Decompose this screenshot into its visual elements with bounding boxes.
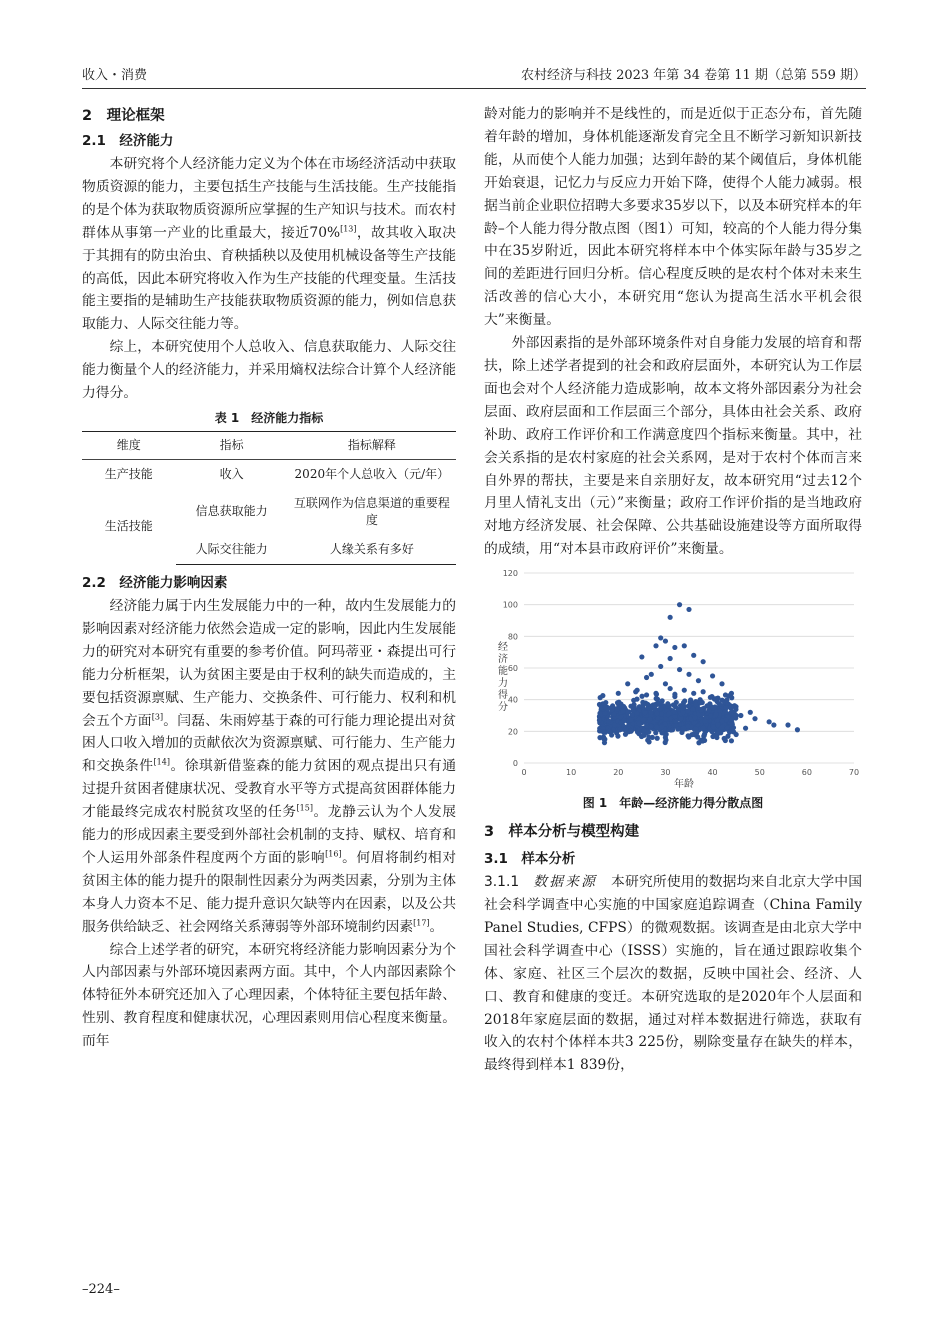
scatter-point <box>665 701 670 706</box>
scatter-point <box>643 710 648 715</box>
x-tick-label: 10 <box>566 768 577 778</box>
scatter-point <box>663 639 668 644</box>
y-tick-label: 100 <box>502 600 518 610</box>
scatter-point <box>615 706 620 711</box>
scatter-point <box>738 713 743 718</box>
scatter-point <box>686 607 691 612</box>
scatter-point <box>729 738 734 743</box>
citation-16[interactable]: [16] <box>325 849 342 859</box>
scatter-point <box>701 726 706 731</box>
paragraph-2-1-a <box>82 153 456 336</box>
scatter-point <box>658 664 663 669</box>
scatter-point <box>649 672 654 677</box>
scatter-point <box>677 667 682 672</box>
scatter-point <box>649 724 654 729</box>
scatter-point <box>681 726 686 731</box>
scatter-point <box>710 673 715 678</box>
scatter-point <box>677 602 682 607</box>
figure-1-caption: 图 1 年龄—经济能力得分散点图 <box>582 796 764 811</box>
scatter-point <box>620 709 625 714</box>
scatter-point <box>668 656 673 661</box>
scatter-point <box>615 700 620 705</box>
scatter-point <box>597 718 602 723</box>
scatter-point <box>619 720 624 725</box>
scatter-point <box>714 735 719 740</box>
scatter-point <box>658 706 663 711</box>
citation-17[interactable]: [17] <box>413 918 430 928</box>
scatter-point <box>719 681 724 686</box>
text-run: 。徐琪新借鉴森的能力贫困的观点提出只有通过提升贫困者健康状况、受教育水平等方式提高贫困群体能力才能最终完成农村脱贫攻坚的任务 <box>82 758 456 821</box>
text-run: 。何眉将制约相对贫困主体的能力提升的限制性因素分为两类因素，分别为主体本身人力资本不足、能力提升意识欠缺等内在因素，以及公共服务供给缺乏、社会网络关系薄弱等外部环境制约因素 <box>82 849 457 935</box>
scatter-point <box>664 732 669 737</box>
paragraph-2-1-b: 综上，本研究使用个人总收入、信息获取能力、人际交往能力衡量个人的经济能力，并采用熵权法综合计算个人经济能力得分。 <box>82 339 456 402</box>
scatter-point <box>655 715 660 720</box>
scatter-point <box>708 695 713 700</box>
scatter-point <box>617 727 622 732</box>
x-tick-label: 50 <box>754 768 765 778</box>
scatter-point <box>606 718 611 723</box>
x-tick-label: 40 <box>707 768 718 778</box>
scatter-point <box>724 705 729 710</box>
scatter-point <box>715 722 720 727</box>
scatter-point <box>771 723 776 728</box>
scatter-point <box>698 700 703 705</box>
scatter-point <box>716 701 721 706</box>
scatter-point <box>663 717 668 722</box>
scatter-point <box>673 714 678 719</box>
citation-13[interactable]: [13] <box>340 224 357 234</box>
scatter-point <box>639 654 644 659</box>
scatter-point <box>743 726 748 731</box>
scatter-point <box>696 678 701 683</box>
scatter-point <box>696 740 701 745</box>
scatter-point <box>668 615 673 620</box>
scatter-point <box>672 645 677 650</box>
y-tick-label: 40 <box>507 695 518 705</box>
scatter-point <box>611 712 616 717</box>
scatter-point <box>630 712 635 717</box>
scatter-point <box>682 643 687 648</box>
scatter-point <box>653 643 658 648</box>
table-cell: 生活技能 <box>104 519 153 534</box>
scatter-point <box>654 696 659 701</box>
scatter-point <box>690 707 695 712</box>
scatter-point <box>648 710 653 715</box>
scatter-point <box>706 708 711 713</box>
table-header-row <box>82 431 456 459</box>
scatter-point <box>686 672 691 677</box>
scatter-point <box>733 713 738 718</box>
x-axis-ticks <box>521 768 859 777</box>
scatter-point <box>603 705 608 710</box>
scatter-point <box>603 711 608 716</box>
scatter-point <box>659 724 664 729</box>
y-axis-label-char: 能 <box>498 666 508 678</box>
page-number: –224– <box>82 1282 120 1297</box>
scatter-point <box>711 725 716 730</box>
scatter-point <box>654 725 659 730</box>
scatter-point <box>603 700 608 705</box>
scatter-point <box>703 719 708 724</box>
section-2-2-title: 2.2 经济能力影响因素 <box>82 574 228 591</box>
paragraph-2-2-b-cont: 龄对能力的影响并不是线性的，而是近似于正态分布，首先随着年龄的增加，身体机能逐渐发育完全且不断学习新知识新技能，从而使个人能力加强；达到年龄的某个阈值后，身体机能开始衰退，记忆力与反应力开始下降，使得个人能力减弱。根据当前企业职位招聘大多要求35岁以下，以及本研究样本的年龄–个人能力得分散点图（图1）可知，较高的个人能力得分集中在35岁附近，因此本研究将样本中个体实际年龄与35岁之间的差距进行回归分析。信心程度反映的是农村个体对未来生活改善的信心大小，本研究用“您认为提高生活水平机会很大”来衡量。 <box>484 106 862 329</box>
scatter-point <box>734 732 739 737</box>
text-run: 本研究将个人经济能力定义为个体在市场经济活动中获取物质资源的能力，主要包括生产技能与生活技能。生产技能指的是个体为获取物质资源所应掌握的生产知识与技术。而农村群体从事第一产业的比重最大，接近70% <box>82 156 456 241</box>
y-axis-label-char: 分 <box>498 702 508 714</box>
scatter-point <box>606 729 611 734</box>
table-cell: 收入 <box>219 466 244 481</box>
table-header-cell: 维度 <box>82 431 176 459</box>
scatter-point <box>635 688 640 693</box>
scatter-point <box>600 693 605 698</box>
scatter-point <box>686 704 691 709</box>
scatter-point <box>645 702 650 707</box>
running-header-left: 收入・消费 <box>82 68 148 83</box>
chart-data-points <box>597 602 800 745</box>
scatter-point <box>631 707 636 712</box>
table-header-cell: 指标解释 <box>288 431 456 459</box>
scatter-point <box>702 733 707 738</box>
y-axis-label <box>498 641 508 713</box>
header-rule <box>82 88 866 89</box>
scatter-point <box>685 709 690 714</box>
scatter-point <box>621 704 626 709</box>
text-run: 本研究所使用的数据均来自北京大学中国社会科学调查中心实施的中国家庭追踪调查（China Family Panel Studies, CFPS）的微观数据。该调查是由北京大学中国社会科学调查中心（ISSS）实施的，旨在通过跟踪收集个体、家庭、社区三个层次的数据，反映中国社会、经济、人口、教育和健康的变迁。本研究选取的是2020年个人层面和2018年家庭层面的数据，通过对样本数据进行筛选，获取有收入的农村个体样本共3 225份，剔除变量存在缺失的样本，最终得到样本1 839份， <box>484 874 863 1074</box>
scatter-point <box>785 723 790 728</box>
scatter-point <box>637 721 642 726</box>
scatter-point <box>730 722 735 727</box>
text-run: 。 <box>429 918 444 935</box>
table-1 <box>82 431 456 565</box>
scatter-point <box>655 736 660 741</box>
scatter-point <box>626 723 631 728</box>
scatter-point <box>680 704 685 709</box>
scatter-point <box>670 727 675 732</box>
scatter-point <box>694 731 699 736</box>
x-tick-label: 20 <box>613 768 624 778</box>
paragraph-3-1-1 <box>484 871 862 1077</box>
text-run: ，故其收入取决于其拥有的防虫治虫、育秧插秧以及使用机械设备等生产技能的高低，因此本研究将收入作为生产技能的代理变量。生活技能主要指的是辅助生产技能获取物质资源的能力，例如信息获取能力、人际交往能力等。 <box>82 224 456 333</box>
subsection-number: 3.1.1 <box>484 874 520 891</box>
y-axis-label-char: 得 <box>498 690 508 702</box>
scatter-point <box>629 729 634 734</box>
citation-3[interactable]: [3] <box>151 711 164 721</box>
scatter-point <box>767 719 772 724</box>
section-2-1-title: 2.1 经济能力 <box>82 133 174 149</box>
x-tick-label: 30 <box>660 768 671 778</box>
scatter-point <box>692 715 697 720</box>
section-3-1-title: 3.1 样本分析 <box>484 851 576 868</box>
scatter-point <box>752 716 757 721</box>
text-run: 。闫磊、朱雨婷基于森的可行能力理论提出对贫困人口收入增加的贡献依次为资源禀赋、可行能力、生产能力和交换条件 <box>82 712 457 775</box>
scatter-point <box>704 703 709 708</box>
scatter-point <box>681 710 686 715</box>
table-row <box>82 459 456 489</box>
scatter-point <box>724 698 729 703</box>
scatter-point <box>722 710 727 715</box>
x-axis-label: 年龄 <box>674 779 694 791</box>
scatter-point <box>663 681 668 686</box>
scatter-point <box>691 691 696 696</box>
y-tick-label: 60 <box>507 664 518 674</box>
scatter-point <box>625 710 630 715</box>
scatter-point <box>695 706 700 711</box>
scatter-point <box>701 659 706 664</box>
scatter-point <box>720 718 725 723</box>
table-cell: 信息获取能力 <box>195 504 268 519</box>
scatter-point <box>667 711 672 716</box>
y-tick-label: 120 <box>502 569 518 579</box>
text-run: 。龙静云认为个人发展能力的形成因素主要受到外部社会机制的支持、赋权、培育和个人运用外部条件程度两个方面的影响 <box>82 804 456 866</box>
table-cell: 2020年个人总收入（元/年） <box>294 466 450 481</box>
citation-15[interactable]: [15] <box>296 803 313 813</box>
scatter-point <box>654 711 659 716</box>
scatter-point <box>682 688 687 693</box>
scatter-point <box>636 731 641 736</box>
scatter-point <box>644 675 649 680</box>
scatter-point <box>722 736 727 741</box>
scatter-point <box>653 691 658 696</box>
table-cell: 人际交往能力 <box>176 535 288 565</box>
subsection-label: 数据来源 <box>533 874 598 891</box>
paragraph-2-2-a <box>82 595 456 939</box>
scatter-point <box>656 701 661 706</box>
paragraph-2-2-c: 外部因素指的是外部环境条件对自身能力发展的培育和帮扶，除上述学者提到的社会和政府层面外，本研究认为工作层面也会对个人经济能力造成影响，故本文将外部因素分为社会层面、政府层面和工作层面三个部分，具体由社会关系、政府补助、政府工作评价和工作满意度四个指标来衡量。其中，社会关系指的是农村家庭的社会关系网，是对于农村个体而言来自外界的帮扶，主要是来自亲朋好友，故本研究用“过去12个月里人情礼支出（元）”来衡量；政府工作评价指的是当地政府对地方经济发展、社会保障、公共基础设施建设等方面所取得的成绩，用“对本县市政府评价”来衡量。 <box>484 335 862 558</box>
table-1-caption: 表 1 经济能力指标 <box>214 410 324 425</box>
scatter-point <box>795 727 800 732</box>
y-axis-label-char: 济 <box>498 654 508 666</box>
paragraph-2-2-b: 综合上述学者的研究，本研究将经济能力影响因素分为个人内部因素与外部环境因素两方面。其中，个人内部因素除个体特征外本研究还加入了心理因素，个体特征主要包括年龄、性别、教育程度和健康状况，心理因素则用信心程度来衡量。而年 <box>82 941 456 1050</box>
citation-14[interactable]: [14] <box>153 757 170 767</box>
running-header-right: 农村经济与科技 2023 年第 34 卷第 11 期（总第 559 期） <box>520 68 866 83</box>
scatter-point <box>597 728 602 733</box>
y-tick-label: 20 <box>507 727 518 737</box>
scatter-point <box>678 716 683 721</box>
x-tick-label: 0 <box>521 768 527 778</box>
scatter-point <box>616 691 621 696</box>
right-column <box>484 103 862 1077</box>
section-3-title: 3 样本分析与模型构建 <box>484 824 640 841</box>
table-cell: 人缘关系有多好 <box>288 535 456 565</box>
table-cell: 互联网作为信息渠道的重要程度 <box>293 495 450 527</box>
scatter-point <box>634 697 639 702</box>
scatter-point <box>628 717 633 722</box>
scatter-point <box>674 719 679 724</box>
scatter-point <box>729 691 734 696</box>
scatter-point <box>625 681 630 686</box>
y-axis-label-char: 力 <box>498 678 508 690</box>
figure-1-scatter-chart <box>484 565 862 791</box>
scatter-point <box>641 702 646 707</box>
scatter-point <box>641 717 646 722</box>
y-axis-label-char: 经 <box>498 642 508 654</box>
scatter-point <box>639 694 644 699</box>
scatter-point <box>688 697 693 702</box>
left-column <box>82 103 456 1053</box>
scatter-point <box>686 735 691 740</box>
scatter-point <box>713 712 718 717</box>
scatter-point <box>615 734 620 739</box>
y-tick-label: 80 <box>507 632 518 642</box>
scatter-point <box>748 710 753 715</box>
section-2-title: 2 理论框架 <box>82 108 165 124</box>
scatter-point <box>733 707 738 712</box>
table-header-cell: 指标 <box>176 431 288 459</box>
scatter-point <box>648 717 653 722</box>
scatter-point <box>701 689 706 694</box>
scatter-point <box>644 692 649 697</box>
table-cell: 生产技能 <box>104 466 153 481</box>
scatter-point <box>602 737 607 742</box>
scatter-point <box>646 735 651 740</box>
x-tick-label: 70 <box>848 768 860 778</box>
scatter-point <box>646 739 651 744</box>
scatter-point <box>691 653 696 658</box>
x-tick-label: 60 <box>801 768 812 778</box>
scatter-point <box>713 696 718 701</box>
scatter-point <box>668 686 673 691</box>
table-row <box>82 489 456 535</box>
y-tick-label: 0 <box>512 759 518 769</box>
scatter-point <box>672 694 677 699</box>
text-run: 经济能力属于内生发展能力中的一种，故内生发展能力的影响因素对经济能力依然会造成一定的影响，因此内生发展能力的研究对本研究有重要的参考价值。阿玛蒂亚・森提出可行能力分析框架，认为贫困主要是由于权利的缺失而造成的，主要包括资源禀赋、生产能力、交换条件、可行能力、权利和机会五个方面 <box>82 597 456 729</box>
scatter-point <box>658 635 663 640</box>
